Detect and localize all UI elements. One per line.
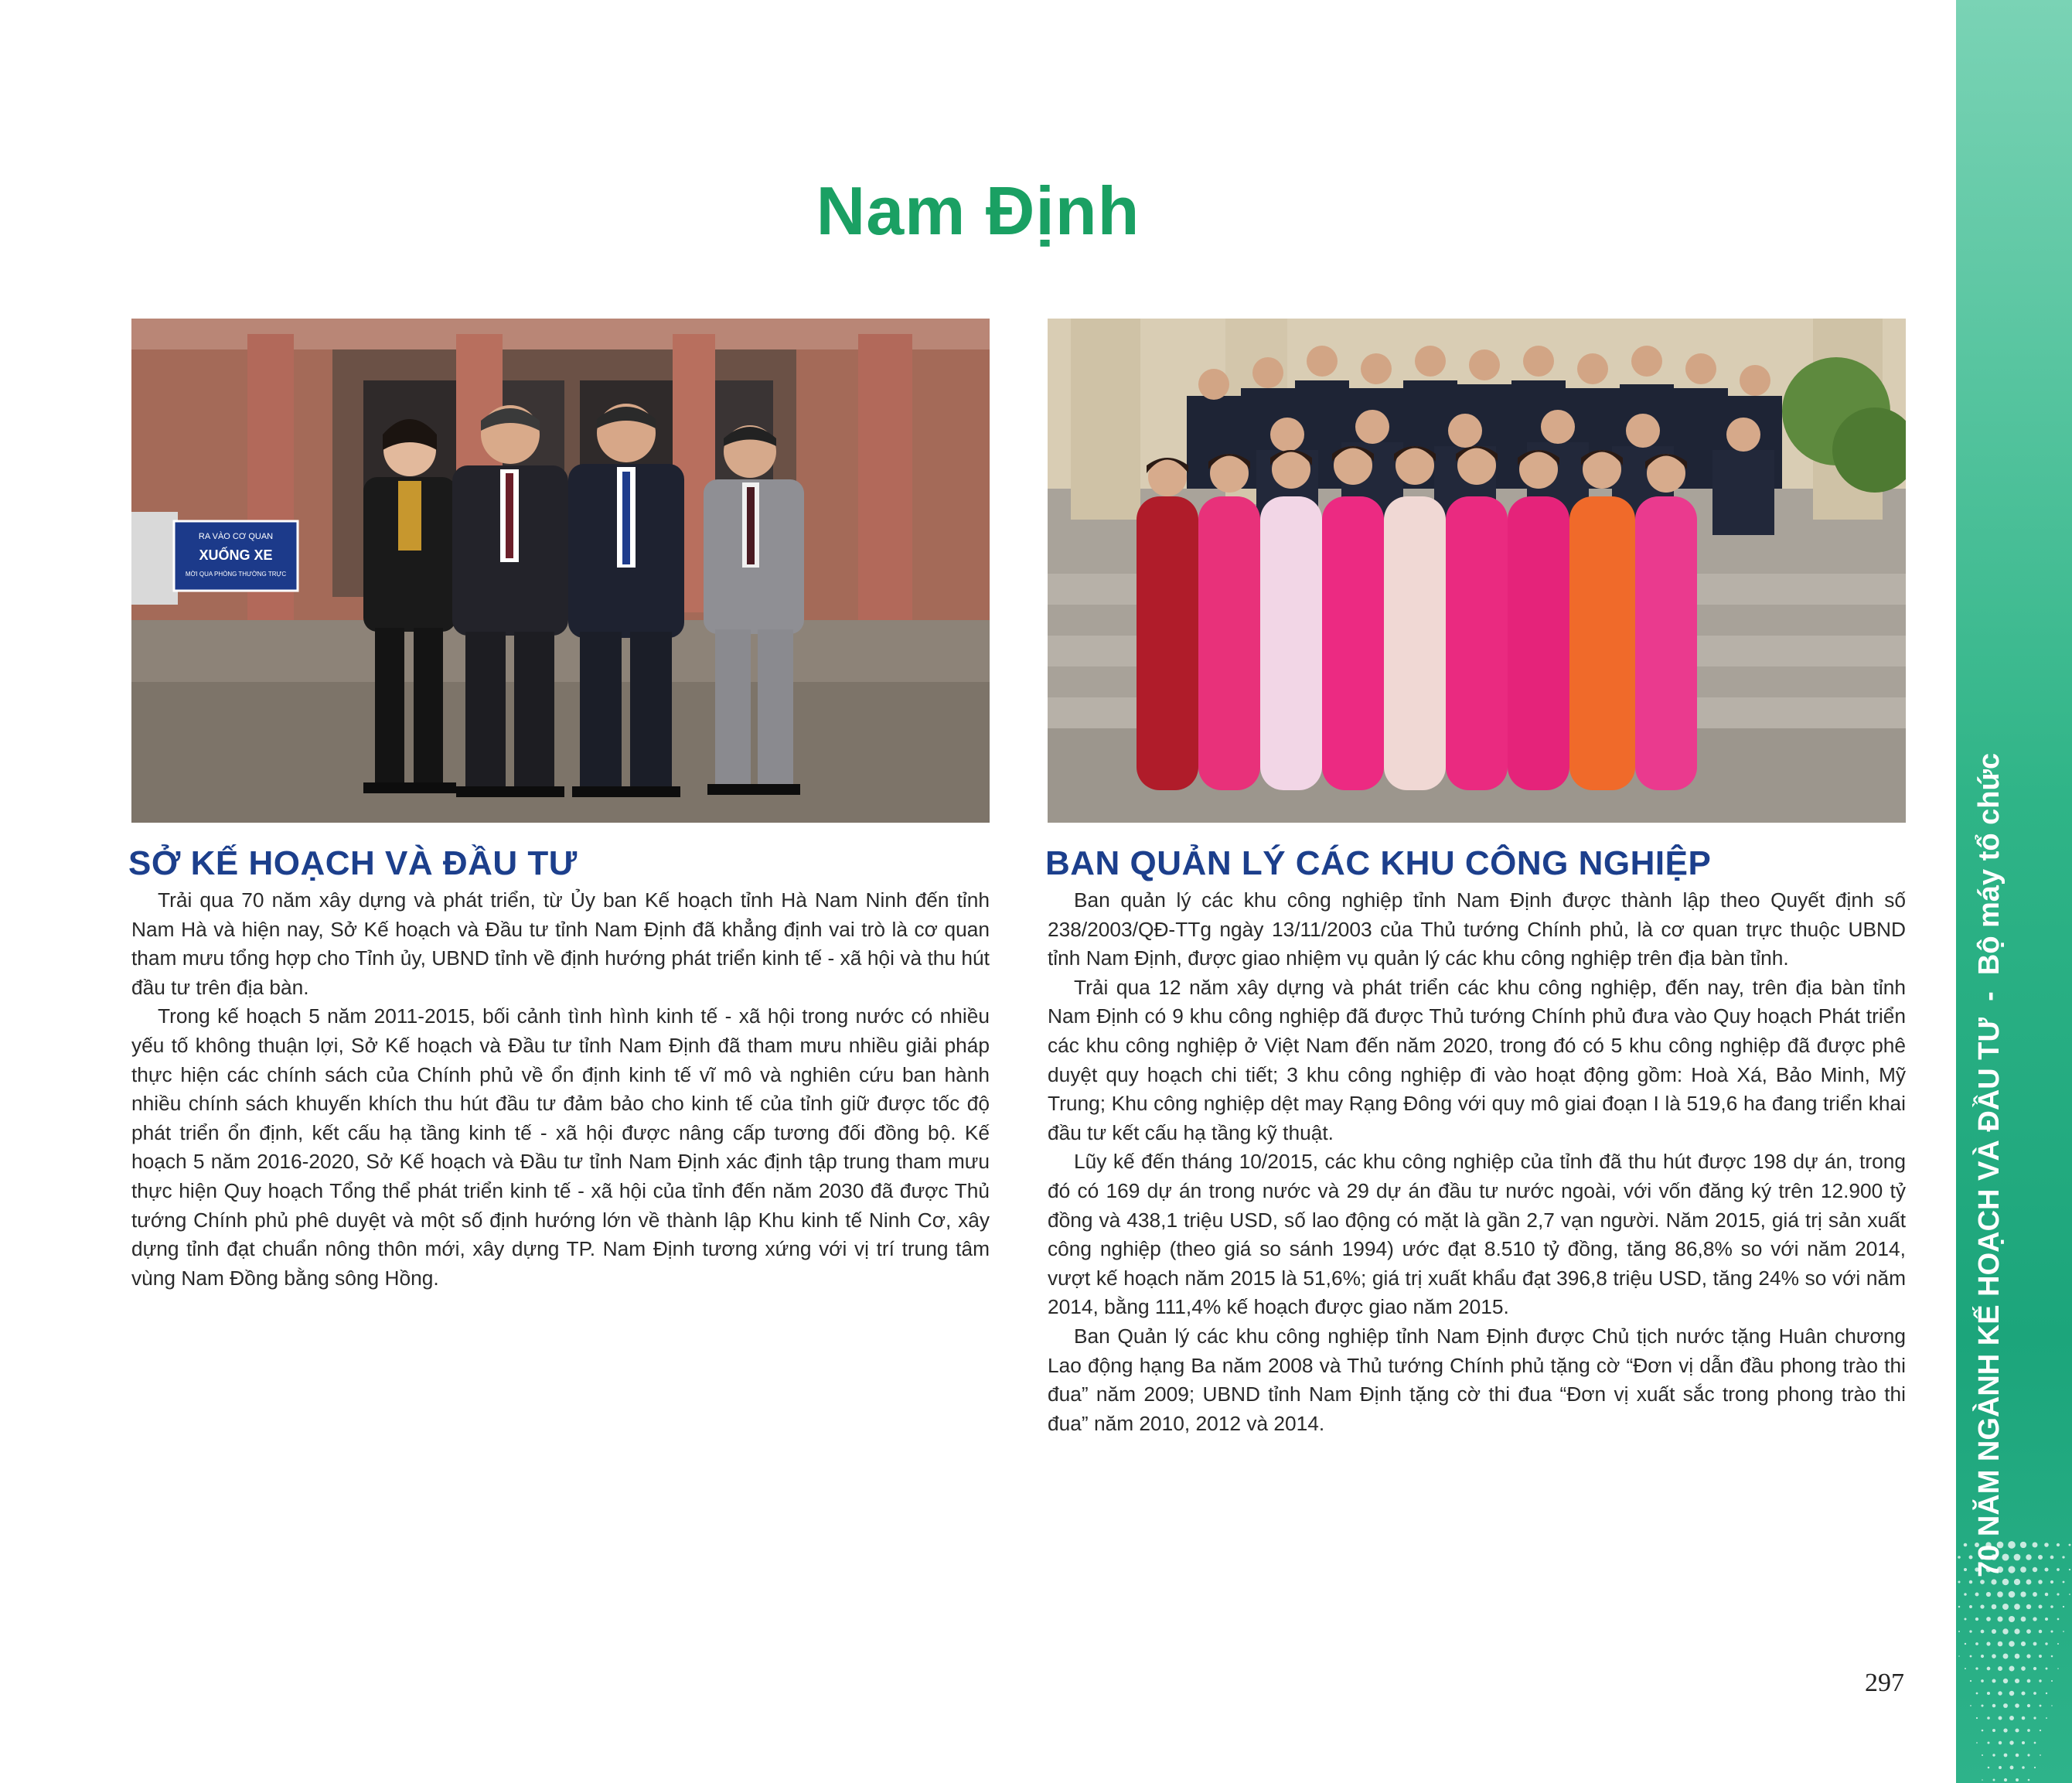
halftone-dot — [2027, 1704, 2030, 1707]
halftone-dot — [2021, 1617, 2026, 1622]
halftone-dot — [1953, 1618, 1954, 1620]
halftone-dot — [2015, 1679, 2019, 1683]
halftone-dot — [1980, 1604, 1984, 1608]
halftone-dot — [2040, 1730, 2041, 1731]
halftone-dot — [2040, 1705, 2042, 1707]
halftone-dot — [1997, 1591, 2003, 1597]
halftone-dot — [2026, 1604, 2031, 1609]
halftone-dot — [1999, 1741, 2002, 1744]
halftone-dot — [1992, 1729, 1995, 1732]
halftone-dot — [2015, 1654, 2020, 1659]
side-banner-part2: Bộ máy tổ chức — [1973, 752, 2006, 976]
halftone-dot — [2027, 1679, 2031, 1683]
halftone-dot — [1975, 1667, 1978, 1669]
halftone-dot — [2051, 1705, 2053, 1706]
halftone-dot — [1958, 1556, 1961, 1559]
halftone-dot — [2022, 1766, 2025, 1769]
halftone-dot — [2014, 1628, 2019, 1634]
halftone-dot — [2051, 1680, 2053, 1682]
photo-group — [1048, 319, 1906, 823]
halftone-dot — [2009, 1691, 2014, 1696]
halftone-dot — [1958, 1580, 1960, 1583]
halftone-dot — [1964, 1593, 1967, 1596]
halftone-dot — [2063, 1581, 2065, 1584]
halftone-dot — [2020, 1567, 2026, 1573]
halftone-dot — [2014, 1579, 2020, 1585]
halftone-dot — [1982, 1754, 1983, 1756]
halftone-dot — [2033, 1642, 2037, 1646]
halftone-dot — [2063, 1606, 2064, 1607]
halftone-dot — [2021, 1642, 2026, 1646]
halftone-dot — [1986, 1592, 1991, 1597]
paragraph: Ban quản lý các khu công nghiệp tỉnh Nam Định được thành lập theo Quyết định số 238/2003/QĐ-TTg ngày 13/11/2003 của Thủ tướng Chính phủ, là cơ quan trực thuộc UBND tỉnh Nam Định, được giao nhiệm vụ quản lý các khu công nghiệp trên địa bàn tỉnh. — [1048, 888, 1906, 970]
side-banner-separator: - — [1973, 975, 2006, 1018]
halftone-dot — [1986, 1617, 1991, 1621]
halftone-dot — [1965, 1668, 1966, 1669]
photo-group-image — [1048, 319, 1906, 823]
halftone-dot — [2045, 1593, 2049, 1597]
page-title: Nam Định — [816, 172, 1140, 249]
halftone-dot — [2026, 1654, 2030, 1658]
paragraph: Trải qua 70 năm xây dựng và phát triển, từ Ủy ban Kế hoạch tỉnh Hà Nam Ninh đến tỉnh Nam Hà và hiện nay, Sở Kế hoạch và Đầu tư tỉnh Nam Định đã khẳng định vai trò là cơ quan tham mưu tổng hợp cho Tỉnh ủy, UBND tỉnh về định hướng phát triển kinh tế - xã hội và thu hút đầu tư trên địa bàn. — [131, 888, 990, 999]
halftone-dot — [1964, 1543, 1968, 1547]
halftone-dot — [2040, 1754, 2041, 1756]
paragraph: Ban Quản lý các khu công nghiệp tỉnh Nam Định được Chủ tịch nước tặng Huân chương Lao động hạng Ba năm 2008 và Thủ tướng Chính phủ tặng cờ “Đơn vị dẫn đầu phong trào thi đua” năm 2009; UBND tỉnh Nam Định tặng cờ thi đua “Đơn vị xuất sắc trong phong trào thi đua” năm 2010, 2012 và 2014. — [1048, 1324, 1906, 1435]
halftone-dot — [1991, 1579, 1996, 1584]
halftone-dot — [2009, 1665, 2014, 1671]
halftone-dot — [2022, 1741, 2025, 1744]
halftone-dot — [2044, 1567, 2048, 1571]
halftone-dot — [2009, 1641, 2015, 1647]
halftone-dot — [2009, 1716, 2014, 1720]
halftone-dot — [1981, 1655, 1984, 1658]
halftone-dot — [2002, 1579, 2009, 1586]
halftone-dot — [1958, 1631, 1960, 1632]
halftone-dot — [2057, 1618, 2060, 1621]
halftone-dot — [2016, 1754, 2019, 1757]
sign-text-1: RA VÀO CƠ QUAN — [198, 532, 274, 541]
halftone-dot — [2063, 1631, 2064, 1632]
halftone-dot — [1970, 1680, 1971, 1682]
halftone-dot — [1987, 1741, 1989, 1744]
halftone-dot — [2008, 1566, 2015, 1573]
halftone-dot — [1952, 1543, 1954, 1546]
halftone-dot — [2033, 1692, 2036, 1695]
halftone-dot — [2034, 1767, 2036, 1768]
halftone-dot — [2039, 1605, 2043, 1609]
halftone-dot — [1947, 1556, 1948, 1558]
halftone-dot — [2038, 1580, 2043, 1584]
halftone-dot — [1975, 1642, 1978, 1645]
halftone-dot — [1965, 1643, 1966, 1645]
halftone-dot — [2033, 1567, 2037, 1572]
halftone-dot — [2057, 1643, 2059, 1645]
section-heading-industrial-zones: BAN QUẢN LÝ CÁC KHU CÔNG NGHIỆP — [1045, 844, 1712, 882]
halftone-dot — [1992, 1679, 1995, 1682]
halftone-dot — [2045, 1642, 2047, 1645]
halftone-dot — [2046, 1717, 2047, 1719]
halftone-dot — [1981, 1679, 1984, 1682]
halftone-dot — [2057, 1568, 2060, 1571]
halftone-dot — [1998, 1666, 2002, 1671]
halftone-dot — [2026, 1629, 2031, 1634]
halftone-dot — [1969, 1630, 1971, 1632]
halftone-dot — [2050, 1556, 2054, 1560]
halftone-dot — [1969, 1605, 1972, 1608]
halftone-dot — [1976, 1693, 1978, 1695]
halftone-dot — [2009, 1616, 2015, 1622]
halftone-dot — [2027, 1729, 2030, 1732]
halftone-dot — [2021, 1666, 2026, 1671]
halftone-dot — [2026, 1554, 2031, 1560]
halftone-dot — [2003, 1679, 2008, 1683]
halftone-dot — [2015, 1703, 2019, 1708]
halftone-dot — [2033, 1592, 2037, 1597]
paragraph: Trong kế hoạch 5 năm 2011-2015, bối cảnh tình hình kinh tế - xã hội trong nước có nhiều yếu tố không thuận lợi, Sở Kế hoạch và Đầu tư tỉnh Nam Định đã tham mưu nhiều giải pháp thực hiện các chính sách của Chính phủ về ổn định kinh tế vĩ mô và nghiên cứu ban hành nhiều chính sách khuyến khích thu hút đầu tư đảm bảo cho kinh tế của tỉnh giữ được tốc độ phát triển ổn định, kết cấu hạ tầng kinh tế - xã hội được nâng cấp tương đối đồng bộ. Kế hoạch 5 năm 2016-2020, Sở Kế hoạch và Đầu tư tỉnh Nam Định xác định tập trung tham mưu thực hiện Quy hoạch Tổng thể phát triển kinh tế - xã hội của tỉnh đến năm 2030 đã được Thủ tướng Chính phủ phê duyệt và một số định hướng lớn về thành lập Khu kinh tế Ninh Cơ, xây dựng tỉnh đạt chuẩn nông thôn mới, xây dựng TP. Nam Định tương xứng với vị trí trung tâm vùng Nam Đồng bằng sông Hồng. — [131, 1004, 990, 1290]
halftone-dot — [1941, 1544, 1943, 1546]
halftone-dot — [2057, 1593, 2059, 1595]
halftone-dot — [2009, 1591, 2016, 1598]
halftone-dot — [1965, 1618, 1967, 1621]
halftone-dot — [2008, 1541, 2016, 1549]
halftone-dot — [1975, 1618, 1978, 1621]
halftone-dot — [2003, 1654, 2009, 1659]
halftone-dot — [1987, 1717, 1990, 1720]
halftone-dot — [2044, 1543, 2049, 1547]
sign-text-3: MỜI QUA PHÒNG THƯỜNG TRỰC — [185, 571, 287, 578]
halftone-dot — [1958, 1655, 1959, 1656]
photo-officials-image — [131, 319, 990, 823]
halftone-dot — [2050, 1580, 2053, 1584]
halftone-dot — [1986, 1642, 1990, 1645]
halftone-dot — [1999, 1717, 2002, 1720]
sign-text-2: XUỐNG XE — [199, 547, 273, 563]
halftone-dot — [2069, 1544, 2071, 1546]
halftone-dot — [2033, 1667, 2036, 1670]
halftone-dot — [2038, 1555, 2043, 1560]
halftone-dot — [1998, 1691, 2002, 1695]
halftone-dot — [2002, 1628, 2008, 1634]
halftone-dot — [1969, 1580, 1972, 1584]
halftone-dot — [1992, 1629, 1996, 1634]
section-body-industrial-zones — [1048, 886, 1906, 1438]
halftone-dot — [1992, 1704, 1996, 1708]
halftone-dot — [2004, 1754, 2008, 1757]
halftone-dot — [2014, 1554, 2021, 1561]
halftone-dot — [2028, 1779, 2030, 1781]
halftone-dot — [2003, 1703, 2008, 1708]
page-number: 297 — [1865, 1669, 1904, 1697]
halftone-dot — [2022, 1717, 2026, 1720]
halftone-dot — [1976, 1742, 1978, 1744]
halftone-dot — [1975, 1593, 1979, 1597]
halftone-dot — [1976, 1717, 1978, 1719]
halftone-dot — [2004, 1778, 2007, 1781]
halftone-dot — [2027, 1754, 2029, 1756]
halftone-dot — [1980, 1580, 1985, 1584]
halftone-dot — [2039, 1655, 2042, 1658]
halftone-dot — [1964, 1568, 1967, 1571]
halftone-dot — [2062, 1556, 2064, 1558]
halftone-dot — [2039, 1630, 2042, 1633]
halftone-dot — [2003, 1728, 2007, 1732]
halftone-dot — [2020, 1542, 2026, 1548]
halftone-dot — [1992, 1654, 1996, 1659]
halftone-dot — [1981, 1704, 1983, 1706]
halftone-dot — [1970, 1705, 1971, 1706]
halftone-dot — [2021, 1691, 2025, 1695]
halftone-dot — [2069, 1594, 2070, 1595]
halftone-dot — [1992, 1604, 1997, 1610]
halftone-dot — [2002, 1604, 2009, 1610]
photo-officials — [131, 319, 990, 823]
halftone-dot — [1997, 1616, 2002, 1621]
halftone-dot — [2057, 1543, 2060, 1546]
halftone-dot — [1988, 1767, 1990, 1769]
halftone-dot — [1958, 1606, 1961, 1608]
halftone-dot — [2026, 1580, 2032, 1585]
halftone-dot — [2010, 1766, 2014, 1770]
halftone-dot — [1987, 1692, 1990, 1695]
halftone-dot — [1987, 1667, 1991, 1671]
halftone-dot — [2015, 1728, 2019, 1732]
halftone-dot — [1953, 1594, 1954, 1595]
halftone-dot — [2051, 1655, 2053, 1658]
paragraph: Lũy kế đến tháng 10/2015, các khu công nghiệp của tỉnh đã thu hút được 198 dự án, trong đó có 169 dự án trong nước và 29 dự án đầu tư nước ngoài, với vốn đăng ký trên 12.900 tỷ đồng và 438,1 triệu USD, số lao động có mặt là gần 2,7 vạn người. Năm 2015, giá trị sản xuất công nghiệp (theo giá so sánh 1994) ước đạt 8.510 tỷ đồng, tăng 86,8% so với năm 2014, vượt kế hoạch năm 2015 là 51,6%; giá trị xuất khẩu đạt 396,8 triệu USD, tăng 24% so với năm 2014, bằng 111,4% kế hoạch được giao năm 2015. — [1048, 1150, 1906, 1319]
halftone-dot — [1970, 1655, 1972, 1658]
halftone-dot — [2034, 1742, 2036, 1744]
halftone-dot — [2050, 1605, 2053, 1608]
halftone-dot — [2046, 1693, 2047, 1694]
halftone-dot — [2050, 1630, 2053, 1632]
section-body-planning-department — [131, 886, 990, 1293]
halftone-dot — [2014, 1604, 2020, 1610]
halftone-dot — [1999, 1766, 2002, 1769]
section-heading-planning-department: SỞ KẾ HOẠCH VÀ ĐẦU TƯ — [128, 844, 578, 882]
halftone-dot — [2016, 1778, 2019, 1781]
halftone-dot — [2046, 1668, 2048, 1670]
halftone-dot — [1982, 1730, 1984, 1732]
halftone-dot — [2069, 1569, 2070, 1570]
halftone-dot — [2033, 1543, 2038, 1548]
paragraph: Trải qua 12 năm xây dựng và phát triển các khu công nghiệp, đến nay, trên địa bàn tỉnh Nam Định có 9 khu công nghiệp đã được Thủ tướng Chính phủ đưa vào Quy hoạch Phát triển các khu công nghiệp ở Việt Nam đến năm 2020, trong đó có 5 khu công nghiệp đã được phê duyệt quy hoạch chi tiết; 3 khu công nghiệp đi vào hoạt động gồm: Hoà Xá, Bảo Minh, Mỹ Trung; Khu công nghiệp dệt may Rạng Đông với quy mô giai đoạn I là 519,6 ha đang triển khai đầu tư kết cấu hạ tầng kỹ thuật. — [1048, 975, 1906, 1144]
halftone-dot — [1981, 1630, 1985, 1634]
side-banner-text — [1973, 39, 2006, 1577]
halftone-dot — [2020, 1591, 2026, 1597]
halftone-dot — [2033, 1717, 2036, 1719]
halftone-dot — [2045, 1618, 2048, 1621]
halftone-dot — [2009, 1740, 2013, 1744]
halftone-dot — [2033, 1617, 2036, 1621]
halftone-dot — [2057, 1668, 2059, 1669]
halftone-dot — [1953, 1569, 1955, 1571]
halftone-dot — [1947, 1581, 1948, 1583]
halftone-dot — [1982, 1779, 1983, 1781]
halftone-dot — [1998, 1642, 2003, 1647]
halftone-dot — [1993, 1779, 1995, 1781]
side-banner-part1: 70 NĂM NGÀNH KẾ HOẠCH VÀ ĐẦU TƯ — [1973, 1017, 2006, 1577]
halftone-dot — [1992, 1754, 1995, 1756]
halftone-dot — [2039, 1679, 2041, 1682]
halftone-dot — [1969, 1556, 1973, 1560]
